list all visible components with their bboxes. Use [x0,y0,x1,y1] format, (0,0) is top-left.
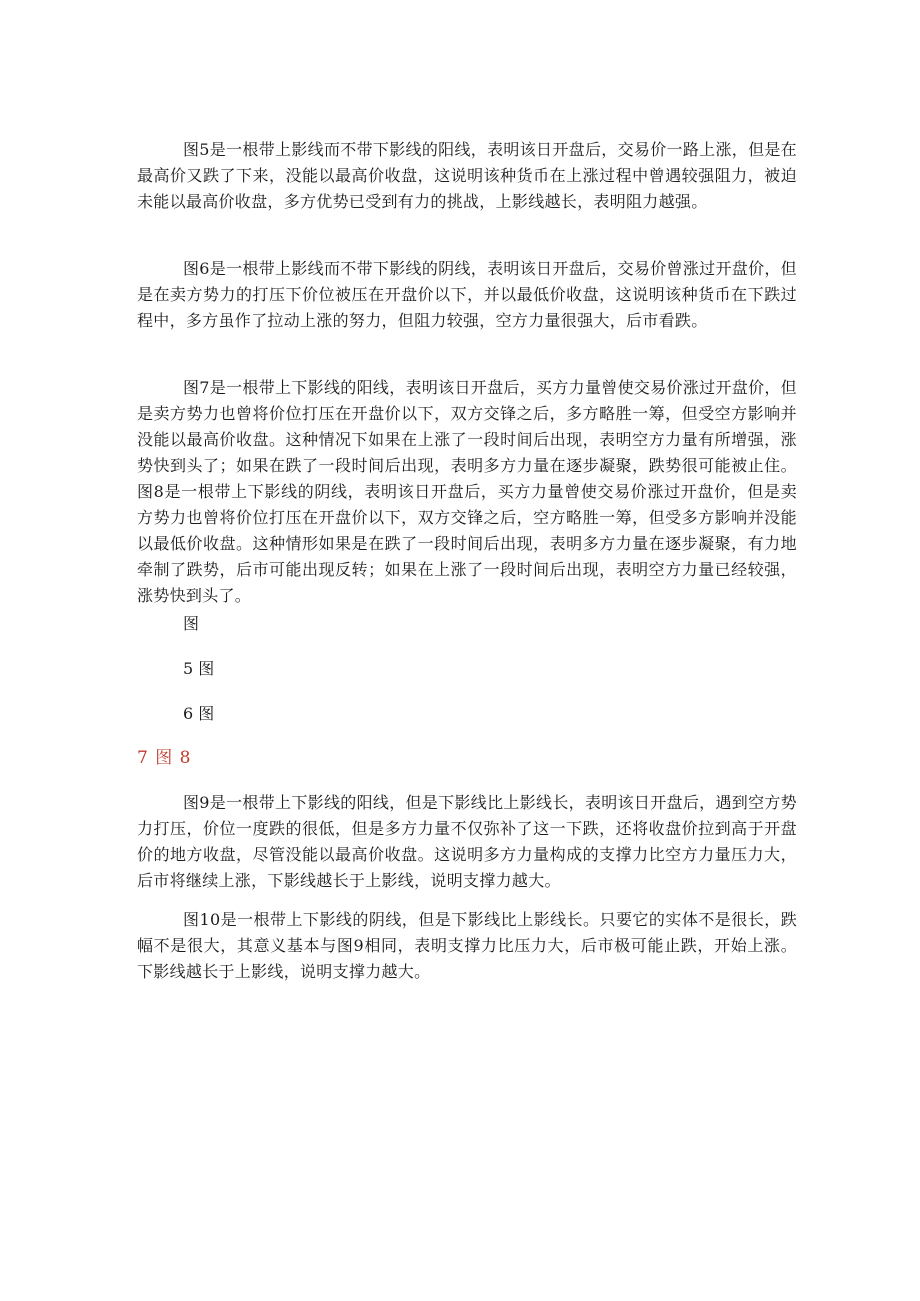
paragraph-figure-7-8: 图7是一根带上下影线的阳线，表明该日开盘后，买方力量曾使交易价涨过开盘价，但是卖方势力也曾将价位打压在开盘价以下，双方交锋之后，多方略胜一筹，但受空方影响并没能以最高价收盘。这种情况下如果在上涨了一段时间后出现，表明空方力量有所增强，涨势快到头了；如果在跌了一段时间后出现，表明多方力量在逐步凝聚，跌势很可能被止住。图8是一根带上下影线的阴线，表明该日开盘后，买方力量曾使交易价涨过开盘价，但是卖方势力也曾将价位打压在开盘价以下，双方交锋之后，空方略胜一筹，但受多方影响并没能以最低价收盘。这种情形如果是在跌了一段时间后出现，表明多方力量在逐步凝聚，有力地牵制了跌势，后市可能出现反转；如果在上涨了一段时间后出现，表明空方力量已经较强，涨势快到头了。 [137,378,797,605]
figure-caption-red: 7 图 8 [137,748,192,768]
paragraph-figure-5: 图5是一根带上影线而不带下影线的阳线，表明该日开盘后，交易价一路上涨，但是在最高价又跌了下来，没能以最高价收盘，这说明该种货币在上涨过程中曾遇较强阻力，被迫未能以最高价收盘，多方优势已受到有力的挑战，上影线越长，表明阻力越强。 [137,140,797,211]
figure-label: 5 图 [183,659,215,678]
figure-label: 图 [183,614,200,633]
paragraph-figure-6: 图6是一根带上影线而不带下影线的阴线，表明该日开盘后，交易价曾涨过开盘价，但是在卖方势力的打压下价位被压在开盘价以下，并以最低价收盘，这说明该种货币在下跌过程中，多方虽作了拉动上涨的努力，但阻力较强，空方力量很强大，后市看跌。 [137,259,797,330]
paragraph-figure-10: 图10是一根带上下影线的阴线，但是下影线比上影线长。只要它的实体不是很长，跌幅不是很大，其意义基本与图9相同，表明支撑力比压力大，后市极可能止跌，开始上涨。下影线越长于上影线，说明支撑力越大。 [137,910,797,981]
figure-label: 6 图 [183,704,215,723]
paragraph-figure-9: 图9是一根带上下影线的阳线，但是下影线比上影线长，表明该日开盘后，遇到空方势力打压，价位一度跌的很低，但是多方力量不仅弥补了这一下跌，还将收盘价拉到高于开盘价的地方收盘，尽管没能以最高价收盘。这说明多方力量构成的支撑力比空方力量压力大，后市将继续上涨，下影线越长于上影线，说明支撑力越大。 [137,793,797,890]
